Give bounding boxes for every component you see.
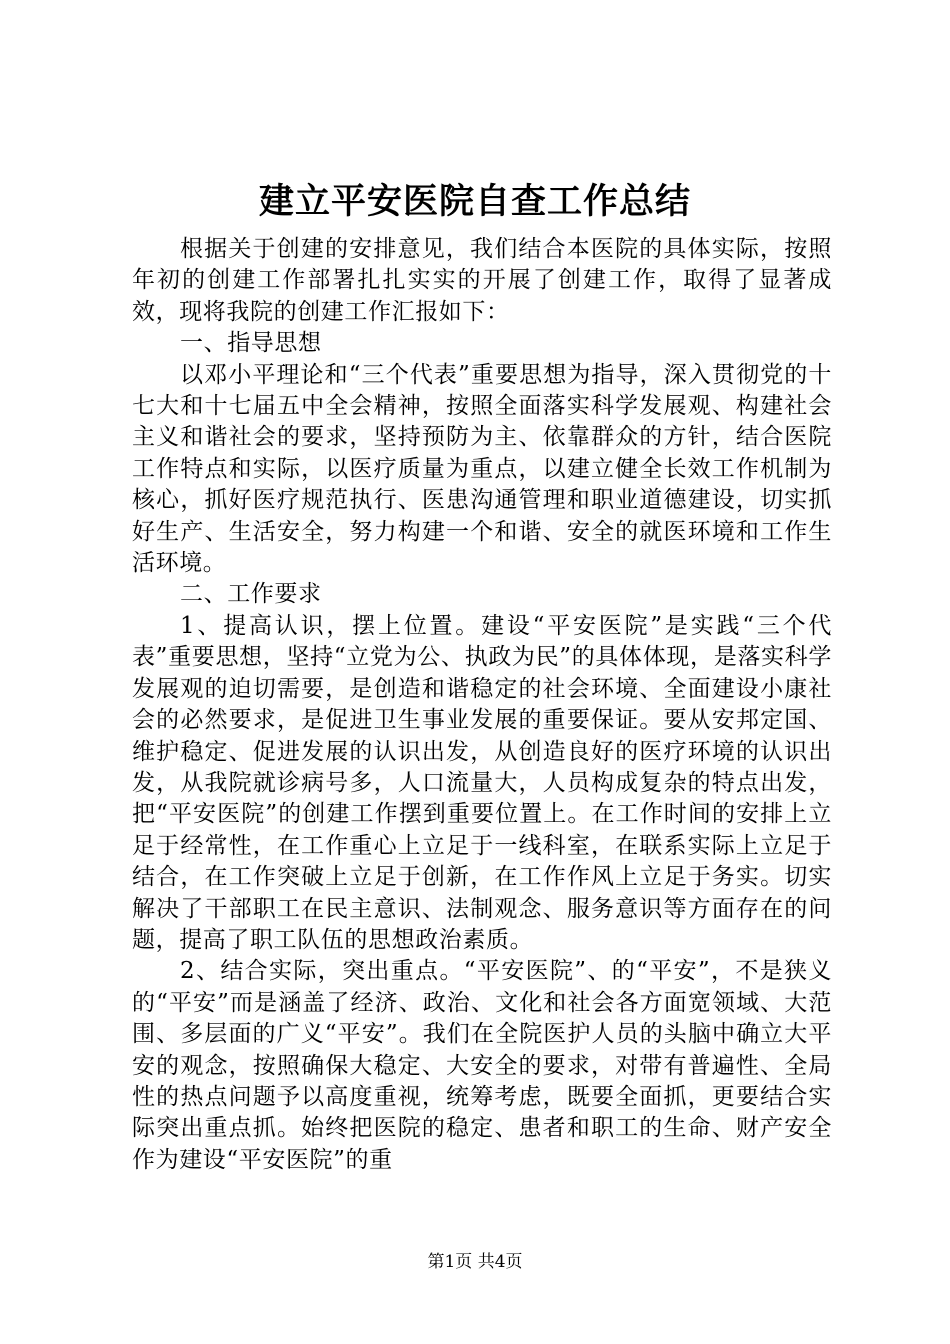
page-number-footer: 第1页 共4页: [427, 1252, 523, 1272]
guiding-ideology-paragraph: 以邓小平理论和“三个代表”重要思想为指导，深入贯彻党的十七大和十七届五中全会精神，按照全面落实科学发展观、构建社会主义和谐社会的要求，坚持预防为主、依靠群众的方针，结合医院工作特点和实际，以医疗质量为重点，以建立健全长效工作机制为核心，抓好医疗规范执行、医患沟通管理和职业道德建设，切实抓好生产、生活安全，努力构建一个和谐、安全的就医环境和工作生活环境。: [132, 361, 832, 577]
requirement-item-1: 1、提高认识，摆上位置。建设“平安医院”是实践“三个代表”重要思想，坚持“立党为公、执政为民”的具体体现，是落实科学发展观的迫切需要，是创造和谐稳定的社会环境、全面建设小康社会的必然要求，是促进卫生事业发展的重要保证。要从安邦定国、维护稳定、促进发展的认识出发，从创造良好的医疗环境的认识出发，从我院就诊病号多，人口流量大，人员构成复杂的特点出发，把“平安医院”的创建工作摆到重要位置上。在工作时间的安排上立足于经常性，在工作重心上立足于一线科室，在联系实际上立足于结合，在工作突破上立足于创新，在工作作风上立足于务实。切实解决了干部职工在民主意识、法制观念、服务意识等方面存在的问题，提高了职工队伍的思想政治素质。: [132, 612, 832, 953]
intro-paragraph: 根据关于创建的安排意见，我们结合本医院的具体实际，按照年初的创建工作部署扎扎实实的开展了创建工作，取得了显著成效，现将我院的创建工作汇报如下：: [132, 236, 832, 325]
section-heading-guiding-ideology: 一、指导思想: [180, 330, 322, 357]
section-heading-work-requirements: 二、工作要求: [180, 581, 322, 608]
document-title: 建立平安医院自查工作总结: [258, 181, 691, 222]
document-body: [132, 234, 832, 1176]
requirement-item-2: 2、结合实际，突出重点。“平安医院”、的“平安”，不是狭义的“平安”而是涵盖了经济、政治、文化和社会各方面宽领域、大范围、多层面的广义“平安”。我们在全院医护人员的头脑中确立大平安的观念，按照确保大稳定、大安全的要求，对带有普遍性、全局性的热点问题予以高度重视，统筹考虑，既要全面抓，更要结合实际突出重点抓。始终把医院的稳定、患者和职工的生命、财产安全作为建设“平安医院”的重: [132, 958, 832, 1173]
